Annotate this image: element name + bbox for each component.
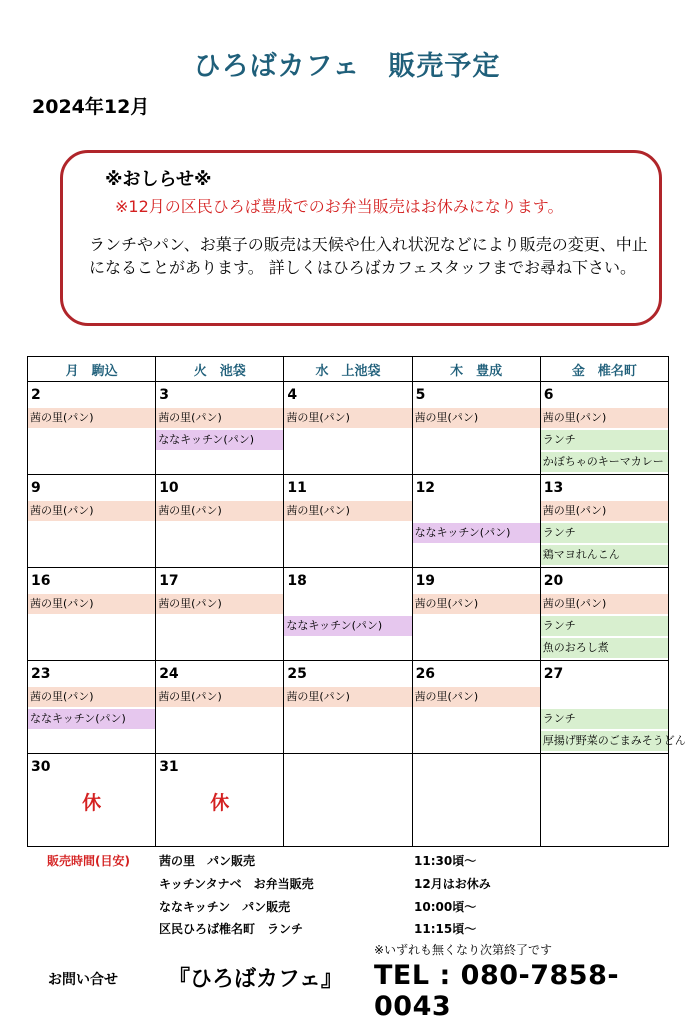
month-label: 2024年12月 xyxy=(32,96,150,118)
day-number: 26 xyxy=(415,666,436,682)
day-number: 18 xyxy=(287,573,307,589)
bread-sale: 茜の里(パン) xyxy=(28,408,155,428)
calendar-day xyxy=(28,754,156,847)
header-tuesday: 火 池袋 xyxy=(156,357,284,382)
day-number: 12 xyxy=(415,480,436,496)
calendar-day xyxy=(412,661,540,754)
day-number: 16 xyxy=(31,573,51,589)
sales-vendor: キッチンタナベ お弁当販売 xyxy=(159,877,314,891)
calendar-day xyxy=(156,475,284,568)
sales-time: 11:15頃～ xyxy=(414,922,477,936)
day-number: 24 xyxy=(159,666,179,682)
day-number: 11 xyxy=(287,480,307,496)
calendar-day xyxy=(28,382,156,475)
contact-label: お問い合せ xyxy=(48,972,118,988)
bread-sale: 茜の里(パン) xyxy=(413,408,540,428)
calendar-week xyxy=(28,382,669,475)
calendar-day xyxy=(284,568,412,661)
day-number: 2 xyxy=(31,387,41,403)
calendar-day xyxy=(540,568,668,661)
bread-sale: 茜の里(パン) xyxy=(541,408,668,428)
sales-time: 10:00頃～ xyxy=(414,900,477,914)
bread-sale: 茜の里(パン) xyxy=(156,408,283,428)
bread-sale: 茜の里(パン) xyxy=(156,687,283,707)
calendar-day xyxy=(156,382,284,475)
bread-sale: 茜の里(パン) xyxy=(413,687,540,707)
bread-sale: 茜の里(パン) xyxy=(284,687,411,707)
sales-time-label: 販売時間(目安) xyxy=(47,854,130,868)
bread-sale: 茜の里(パン) xyxy=(541,501,668,521)
day-number: 6 xyxy=(543,387,554,403)
holiday-mark: 休 xyxy=(82,792,102,814)
lunch-menu: 魚のおろし煮 xyxy=(541,638,668,658)
bread-sale: 茜の里(パン) xyxy=(156,501,283,521)
lunch-menu: 鶏マヨれんこん xyxy=(541,545,668,565)
calendar-week xyxy=(28,568,669,661)
cafe-name: 『ひろばカフェ』 xyxy=(168,967,343,992)
calendar-day xyxy=(540,661,686,754)
nana-kitchen-sale: ななキッチン(パン) xyxy=(156,430,283,450)
day-number: 31 xyxy=(159,759,179,775)
calendar-day xyxy=(412,568,540,661)
calendar-day xyxy=(156,661,284,754)
lunch-label: ランチ xyxy=(541,709,668,729)
day-number: 23 xyxy=(31,666,51,682)
calendar-day xyxy=(28,568,156,661)
day-number: 19 xyxy=(415,573,436,589)
sales-vendor: 区民ひろば椎名町 ランチ xyxy=(159,922,304,936)
sales-vendor: 茜の里 パン販売 xyxy=(159,854,256,868)
calendar-day xyxy=(412,475,540,568)
sales-vendor: ななキッチン パン販売 xyxy=(159,900,291,914)
calendar-day xyxy=(412,382,540,475)
notice-body: ランチやパン、お菓子の販売は天候や仕入れ状況などにより販売の変更、中止になることがあります。 詳しくはひろばカフェスタッフまでお尋ね下さい。 xyxy=(89,235,648,277)
lunch-menu: かぼちゃのキーマカレー xyxy=(541,452,668,472)
lunch-label: ランチ xyxy=(541,523,668,543)
bread-sale: 茜の里(パン) xyxy=(156,594,283,614)
page-title: ひろばカフェ 販売予定 xyxy=(193,51,501,82)
nana-kitchen-sale: ななキッチン(パン) xyxy=(413,523,540,543)
calendar-day xyxy=(28,475,156,568)
bread-sale: 茜の里(パン) xyxy=(28,687,155,707)
header-monday: 月 駒込 xyxy=(28,357,156,382)
holiday-mark: 休 xyxy=(210,792,230,814)
nana-kitchen-sale: ななキッチン(パン) xyxy=(28,709,155,729)
notice-box xyxy=(60,150,662,326)
calendar-week xyxy=(28,661,669,754)
lunch-label: ランチ xyxy=(541,430,668,450)
phone-number: TEL : 080-7858-0043 xyxy=(374,960,620,1022)
calendar-day-empty xyxy=(412,754,540,847)
calendar-day xyxy=(156,568,284,661)
lunch-menu: 厚揚げ野菜のごまみそうどん xyxy=(541,731,668,751)
calendar-day xyxy=(540,382,668,475)
day-number: 13 xyxy=(543,480,564,496)
calendar-day-empty xyxy=(284,754,412,847)
header-friday: 金 椎名町 xyxy=(540,357,668,382)
header-wednesday: 水 上池袋 xyxy=(284,357,412,382)
day-number: 25 xyxy=(287,666,307,682)
header-thursday: 木 豊成 xyxy=(412,357,540,382)
calendar-table xyxy=(27,356,686,847)
day-number: 5 xyxy=(415,387,426,403)
day-number: 27 xyxy=(543,666,564,682)
calendar-week xyxy=(28,475,669,568)
calendar-day xyxy=(284,382,412,475)
calendar-day-empty xyxy=(540,754,668,847)
nana-kitchen-sale: ななキッチン(パン) xyxy=(284,616,411,636)
calendar-day xyxy=(284,475,412,568)
sales-note: ※いずれも無くなり次第終了です xyxy=(374,943,553,957)
day-number: 17 xyxy=(159,573,179,589)
bread-sale: 茜の里(パン) xyxy=(541,594,668,614)
calendar-day xyxy=(156,754,284,847)
bread-sale: 茜の里(パン) xyxy=(284,408,411,428)
day-number: 30 xyxy=(31,759,51,775)
day-number: 20 xyxy=(543,573,564,589)
day-number: 10 xyxy=(159,480,179,496)
bread-sale: 茜の里(パン) xyxy=(28,594,155,614)
calendar-header-row xyxy=(28,357,669,382)
bread-sale: 茜の里(パン) xyxy=(28,501,155,521)
notice-alert: ※12月の区民ひろば豊成でのお弁当販売はお休みになります。 xyxy=(115,197,564,216)
day-number: 9 xyxy=(31,480,41,496)
day-number: 3 xyxy=(159,387,169,403)
calendar-day xyxy=(28,661,156,754)
calendar-day xyxy=(540,475,668,568)
calendar-week xyxy=(28,754,669,847)
bread-sale: 茜の里(パン) xyxy=(284,501,411,521)
calendar-day xyxy=(284,661,412,754)
sales-time: 11:30頃～ xyxy=(414,854,477,868)
lunch-label: ランチ xyxy=(541,616,668,636)
bread-sale: 茜の里(パン) xyxy=(413,594,540,614)
sales-time: 12月はお休み xyxy=(414,877,491,891)
notice-heading: ※おしらせ※ xyxy=(105,169,212,190)
day-number: 4 xyxy=(287,387,298,403)
